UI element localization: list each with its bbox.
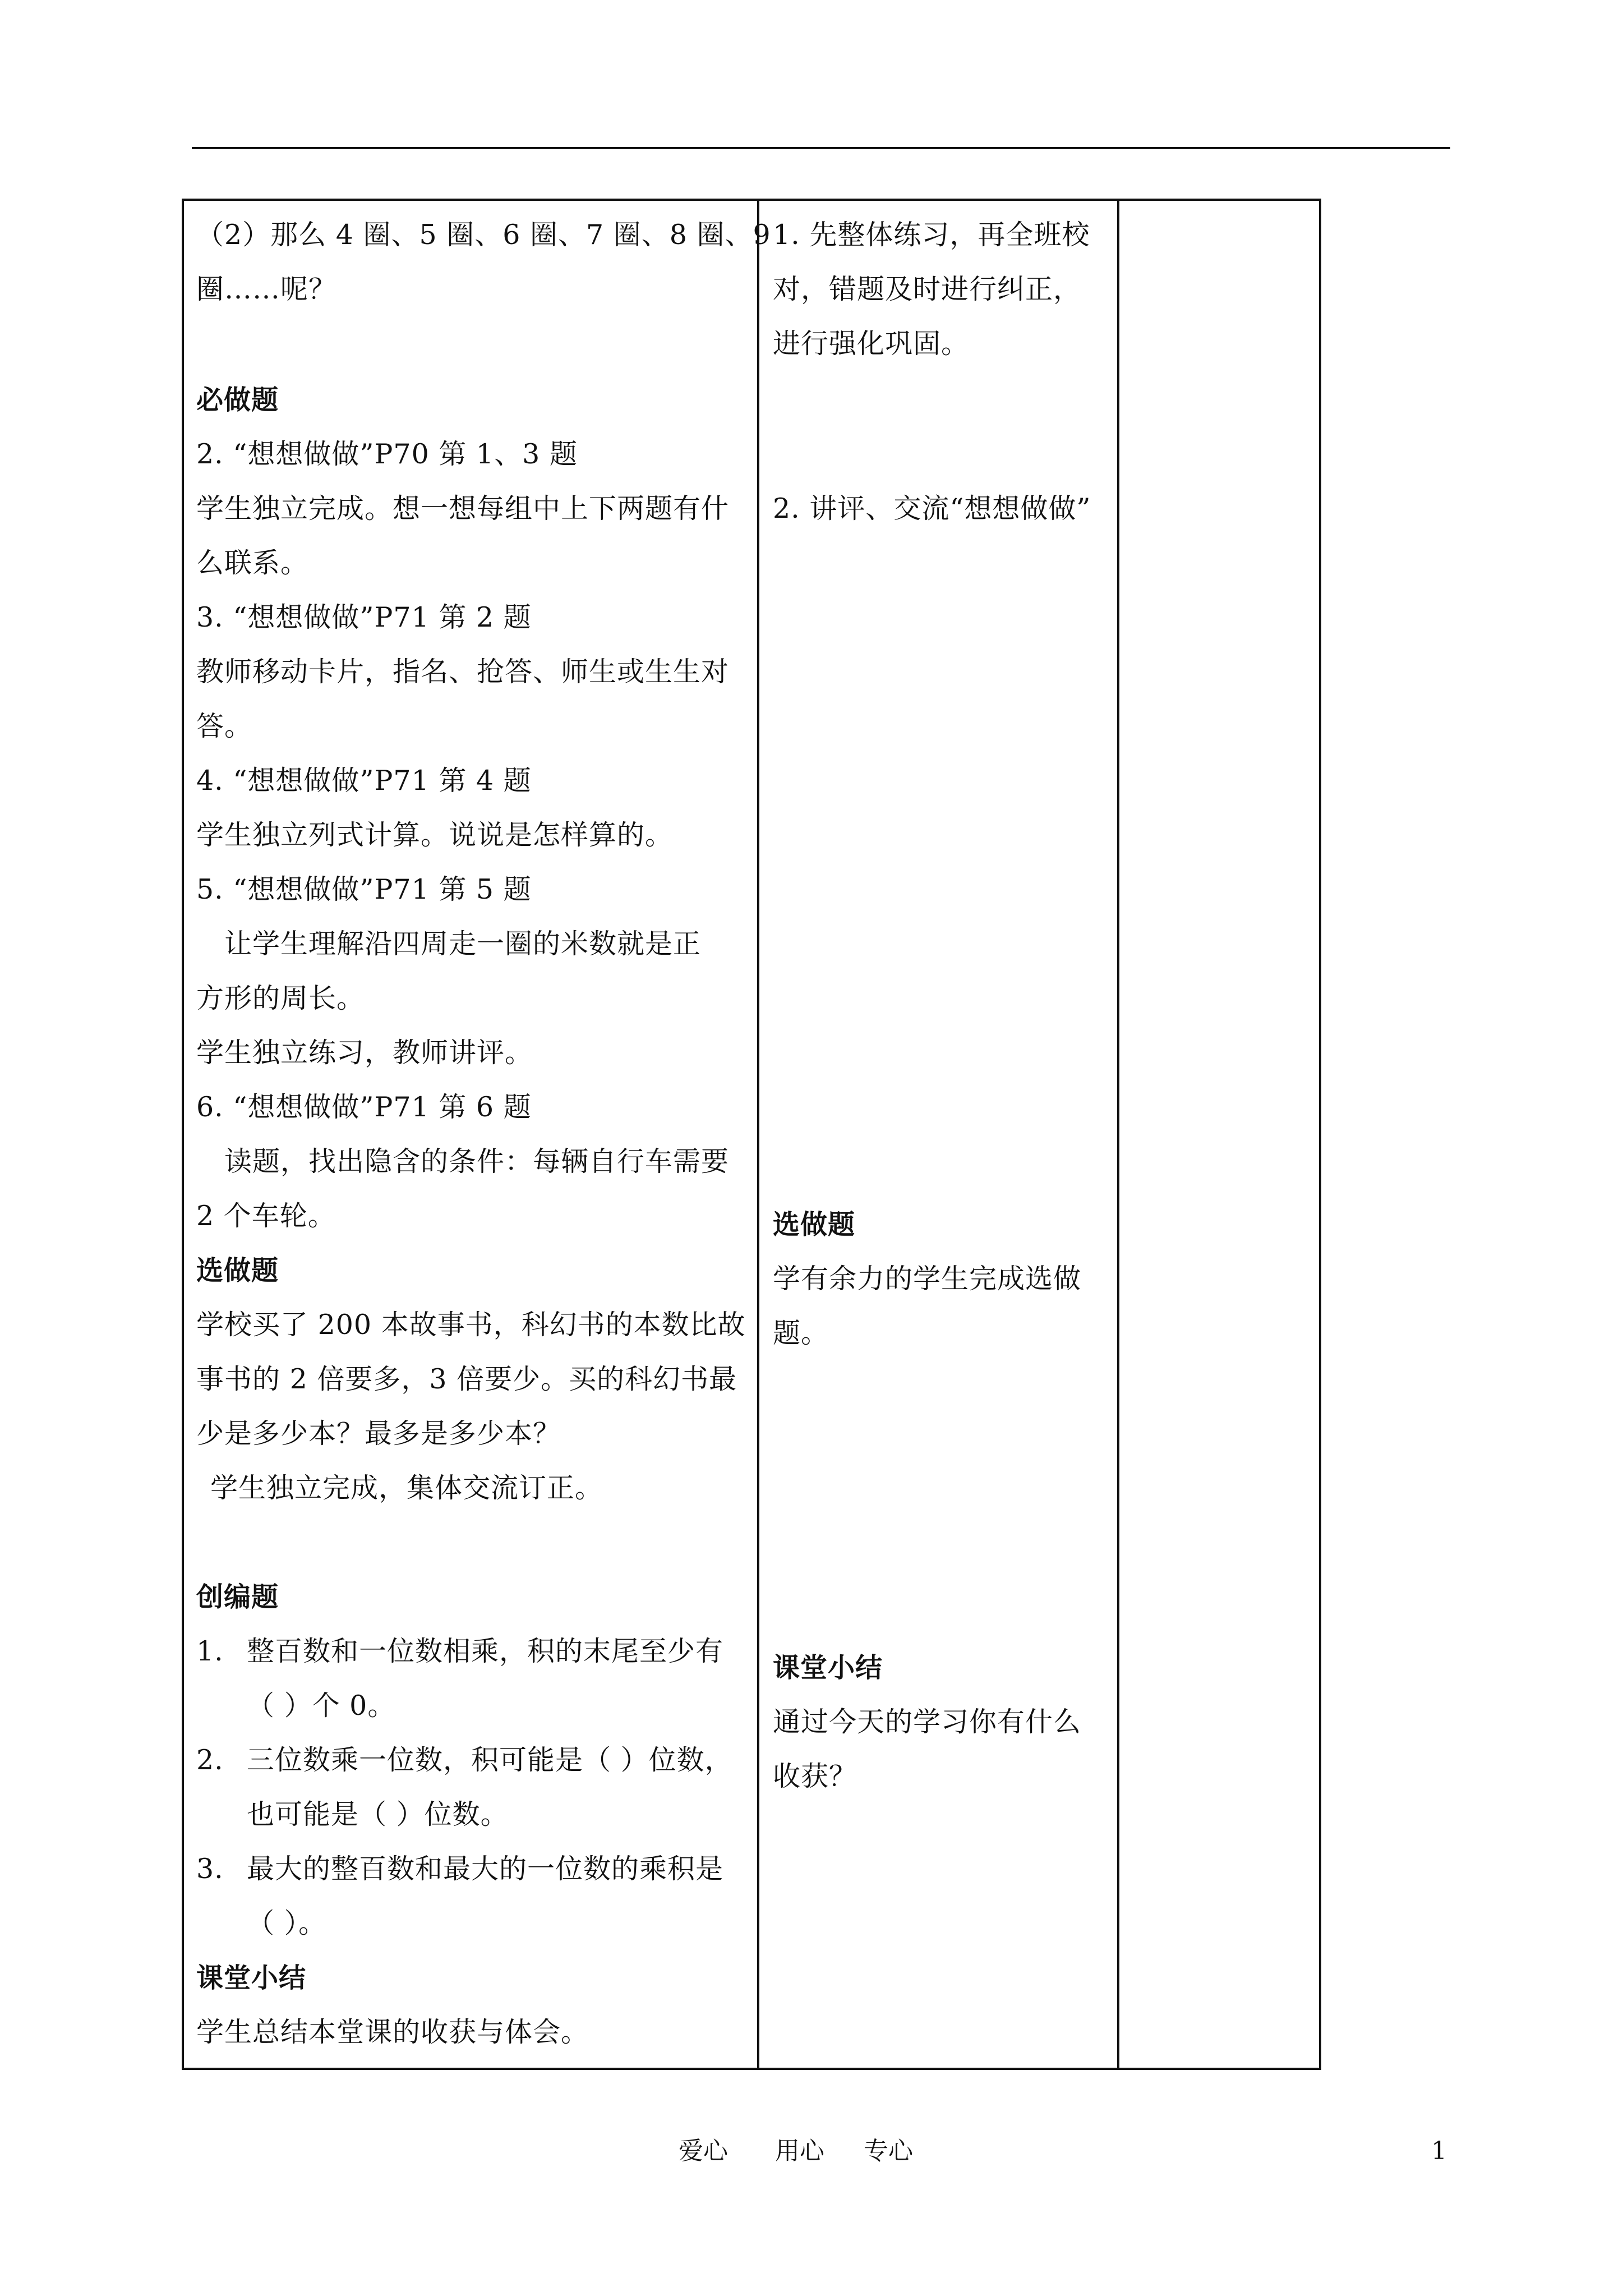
- creative-text: （ ）个 0。: [247, 1690, 396, 1722]
- required-heading: 必做题: [196, 384, 279, 416]
- page-number: 1: [1431, 2137, 1447, 2165]
- exercise-text: 读题，找出隐含的条件：每辆自行车需要: [224, 1145, 730, 1177]
- optional-text: 学生独立完成，集体交流订正。: [210, 1472, 603, 1504]
- footer-motto: 爱心: [679, 2137, 728, 2165]
- optional-heading: 选做题: [773, 1209, 856, 1240]
- question-line: 圈……呢？: [196, 273, 337, 305]
- exercise-title: 2. “想想做做”P70 第 1、3 题: [196, 438, 578, 470]
- creative-number: 2.: [196, 1744, 224, 1776]
- footer-motto: 用心: [775, 2137, 824, 2165]
- footer-motto: 专心: [864, 2137, 913, 2165]
- optional-text: 少是多少本？最多是多少本？: [196, 1418, 561, 1450]
- teacher-note: 2. 讲评、交流“想想做做”: [773, 493, 1091, 524]
- exercise-text: 学生独立完成。想一想每组中上下两题有什: [196, 493, 730, 524]
- exercise-title: 6. “想想做做”P71 第 6 题: [196, 1091, 532, 1123]
- teacher-note: 题。: [773, 1317, 829, 1349]
- creative-number: 3.: [196, 1853, 224, 1885]
- exercise-text: 让学生理解沿四周走一圈的米数就是正: [224, 928, 702, 960]
- creative-text: 最大的整百数和最大的一位数的乘积是: [247, 1853, 724, 1885]
- exercise-title: 3. “想想做做”P71 第 2 题: [196, 601, 532, 633]
- column-divider-1: [757, 201, 759, 2068]
- header-rule: [192, 147, 1450, 149]
- exercise-title: 5. “想想做做”P71 第 5 题: [196, 873, 532, 905]
- exercise-text: 么联系。: [196, 547, 309, 579]
- summary-heading: 课堂小结: [196, 1962, 307, 1994]
- teacher-note: 学有余力的学生完成选做: [773, 1263, 1082, 1295]
- creative-text: 整百数和一位数相乘，积的末尾至少有: [247, 1635, 724, 1667]
- teacher-note: 进行强化巩固。: [773, 328, 970, 360]
- teacher-note: 对，错题及时进行纠正，: [773, 273, 1082, 305]
- summary-text: 学生总结本堂课的收获与体会。: [196, 2016, 589, 2048]
- exercise-text: 2 个车轮。: [196, 1200, 336, 1232]
- column-divider-2: [1117, 201, 1119, 2068]
- creative-text: （ ）。: [247, 1907, 327, 1939]
- exercise-text: 学生独立列式计算。说说是怎样算的。: [196, 819, 674, 851]
- exercise-text: 答。: [196, 710, 253, 742]
- creative-number: 1.: [196, 1635, 224, 1667]
- exercise-text: 学生独立练习，教师讲评。: [196, 1037, 533, 1069]
- exercise-text: 方形的周长。: [196, 982, 365, 1014]
- teacher-note: 收获？: [773, 1760, 857, 1792]
- creative-text: 三位数乘一位数，积可能是（ ）位数，: [247, 1744, 733, 1776]
- summary-heading: 课堂小结: [773, 1652, 883, 1683]
- optional-text: 学校买了 200 本故事书，科幻书的本数比故: [196, 1309, 746, 1341]
- teacher-note: 1. 先整体练习，再全班校: [773, 219, 1090, 251]
- exercise-text: 教师移动卡片，指名、抢答、师生或生生对: [196, 656, 730, 688]
- creative-text: 也可能是（ ）位数。: [247, 1798, 509, 1830]
- optional-text: 事书的 2 倍要多，3 倍要少。买的科幻书最: [196, 1363, 737, 1395]
- creative-heading: 创编题: [196, 1581, 279, 1613]
- question-line: （2）那么 4 圈、5 圈、6 圈、7 圈、8 圈、9: [196, 219, 771, 251]
- exercise-title: 4. “想想做做”P71 第 4 题: [196, 765, 532, 797]
- teacher-note: 通过今天的学习你有什么: [773, 1706, 1082, 1738]
- optional-heading: 选做题: [196, 1255, 279, 1286]
